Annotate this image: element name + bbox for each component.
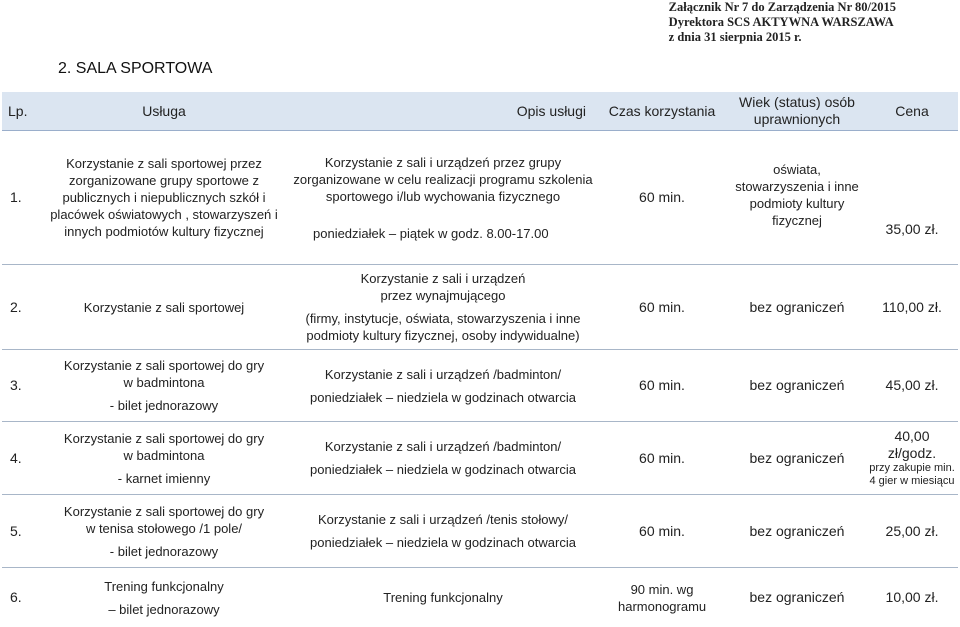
service-ticket-type: - bilet jednorazowy <box>41 543 287 560</box>
table-header-row <box>2 92 958 131</box>
description-cell <box>290 495 596 568</box>
row-number: 2. <box>2 265 38 350</box>
time-cell: 60 min. <box>596 265 728 350</box>
table-row <box>2 131 958 265</box>
service-ticket-type: – bilet jednorazowy <box>41 601 287 618</box>
description-text: Korzystanie z sali i urządzeń /badminton/ <box>293 438 593 455</box>
table-row <box>2 265 958 350</box>
description-cell <box>290 350 596 422</box>
service-cell <box>38 265 290 350</box>
age-cell: bez ograniczeń <box>728 495 866 568</box>
table-row <box>2 422 958 495</box>
description-text: Korzystanie z sali i urządzeń /tenis stołowy/ <box>293 511 593 528</box>
service-text: Korzystanie z sali sportowej do gry w badmintona <box>41 430 287 464</box>
time-cell: 60 min. <box>596 495 728 568</box>
service-cell <box>38 131 290 265</box>
column-header-lp: Lp. <box>2 92 38 131</box>
service-ticket-type: - bilet jednorazowy <box>41 397 287 414</box>
price-cell: 110,00 zł. <box>866 265 958 350</box>
description-text: Korzystanie z sali i urządzeń /badminton/ <box>293 366 593 383</box>
column-header-description: Opis usługi <box>290 92 596 131</box>
description-schedule: poniedziałek – piątek w godz. 8.00-17.00 <box>293 225 593 242</box>
service-text: Korzystanie z sali sportowej do gry w tenisa stołowego /1 pole/ <box>41 503 287 537</box>
table-row <box>2 568 958 627</box>
header-line-3: z dnia 31 sierpnia 2015 r. <box>669 30 896 45</box>
table-row <box>2 350 958 422</box>
row-number: 3. <box>2 350 38 422</box>
pricing-table <box>2 92 958 627</box>
document-header <box>669 0 896 45</box>
price-note-2: 4 gier w miesiącu <box>869 475 955 488</box>
age-cell: bez ograniczeń <box>728 350 866 422</box>
price-cell: 45,00 zł. <box>866 350 958 422</box>
description-note: (firmy, instytucje, oświata, stowarzyszenia i inne podmioty kultury fizycznej, osoby indywidualne) <box>293 310 593 344</box>
service-ticket-type: - karnet imienny <box>41 470 287 487</box>
description-schedule: poniedziałek – niedziela w godzinach otwarcia <box>293 461 593 478</box>
service-text: Trening funkcjonalny <box>41 578 287 595</box>
price-cell <box>866 422 958 495</box>
age-cell: oświata, stowarzyszenia i inne podmioty kultury fizycznej <box>728 131 866 265</box>
row-number: 4. <box>2 422 38 495</box>
description-text: Korzystanie z sali i urządzeń przez wynajmującego <box>293 270 593 304</box>
description-text: Korzystanie z sali i urządzeń przez grupy zorganizowane w celu realizacji programu szkolenia sportowego i/lub wychowania fizycznego <box>293 154 593 205</box>
service-cell <box>38 495 290 568</box>
description-cell <box>290 265 596 350</box>
header-line-2: Dyrektora SCS AKTYWNA WARSZAWA <box>669 15 896 30</box>
price-cell: 35,00 zł. <box>866 131 958 265</box>
price-cell: 25,00 zł. <box>866 495 958 568</box>
description-schedule: poniedziałek – niedziela w godzinach otwarcia <box>293 534 593 551</box>
price-cell: 10,00 zł. <box>866 568 958 627</box>
service-cell <box>38 422 290 495</box>
time-cell: 60 min. <box>596 422 728 495</box>
service-text: Korzystanie z sali sportowej <box>84 300 244 315</box>
column-header-price: Cena <box>866 92 958 131</box>
service-text: Korzystanie z sali sportowej do gry w badmintona <box>41 357 287 391</box>
description-cell <box>290 422 596 495</box>
description-cell <box>290 131 596 265</box>
age-cell: bez ograniczeń <box>728 422 866 495</box>
column-header-service: Usługa <box>38 92 290 131</box>
price-value: 40,00 zł/godz. <box>869 428 955 462</box>
header-line-1: Załącznik Nr 7 do Zarządzenia Nr 80/2015 <box>669 0 896 15</box>
price-note-1: przy zakupie min. <box>869 462 955 475</box>
time-cell: 90 min. wg harmonogramu <box>596 568 728 627</box>
age-cell: bez ograniczeń <box>728 568 866 627</box>
section-title: 2. SALA SPORTOWA <box>58 60 212 78</box>
description-schedule: poniedziałek – niedziela w godzinach otwarcia <box>293 389 593 406</box>
service-cell <box>38 568 290 627</box>
age-cell: bez ograniczeń <box>728 265 866 350</box>
column-header-time: Czas korzystania <box>596 92 728 131</box>
description-cell: Trening funkcjonalny <box>290 568 596 627</box>
row-number: 5. <box>2 495 38 568</box>
service-text: Korzystanie z sali sportowej przez zorganizowane grupy sportowe z publicznych i niepublicznych szkół i placówek oświatowych , stowarzyszeń i innych podmiotów kultury fizycznej <box>50 156 278 239</box>
column-header-age: Wiek (status) osób uprawnionych <box>728 92 866 131</box>
row-number: 6. <box>2 568 38 627</box>
service-cell <box>38 350 290 422</box>
table-row <box>2 495 958 568</box>
row-number: 1. <box>2 131 38 265</box>
time-cell: 60 min. <box>596 350 728 422</box>
time-cell: 60 min. <box>596 131 728 265</box>
